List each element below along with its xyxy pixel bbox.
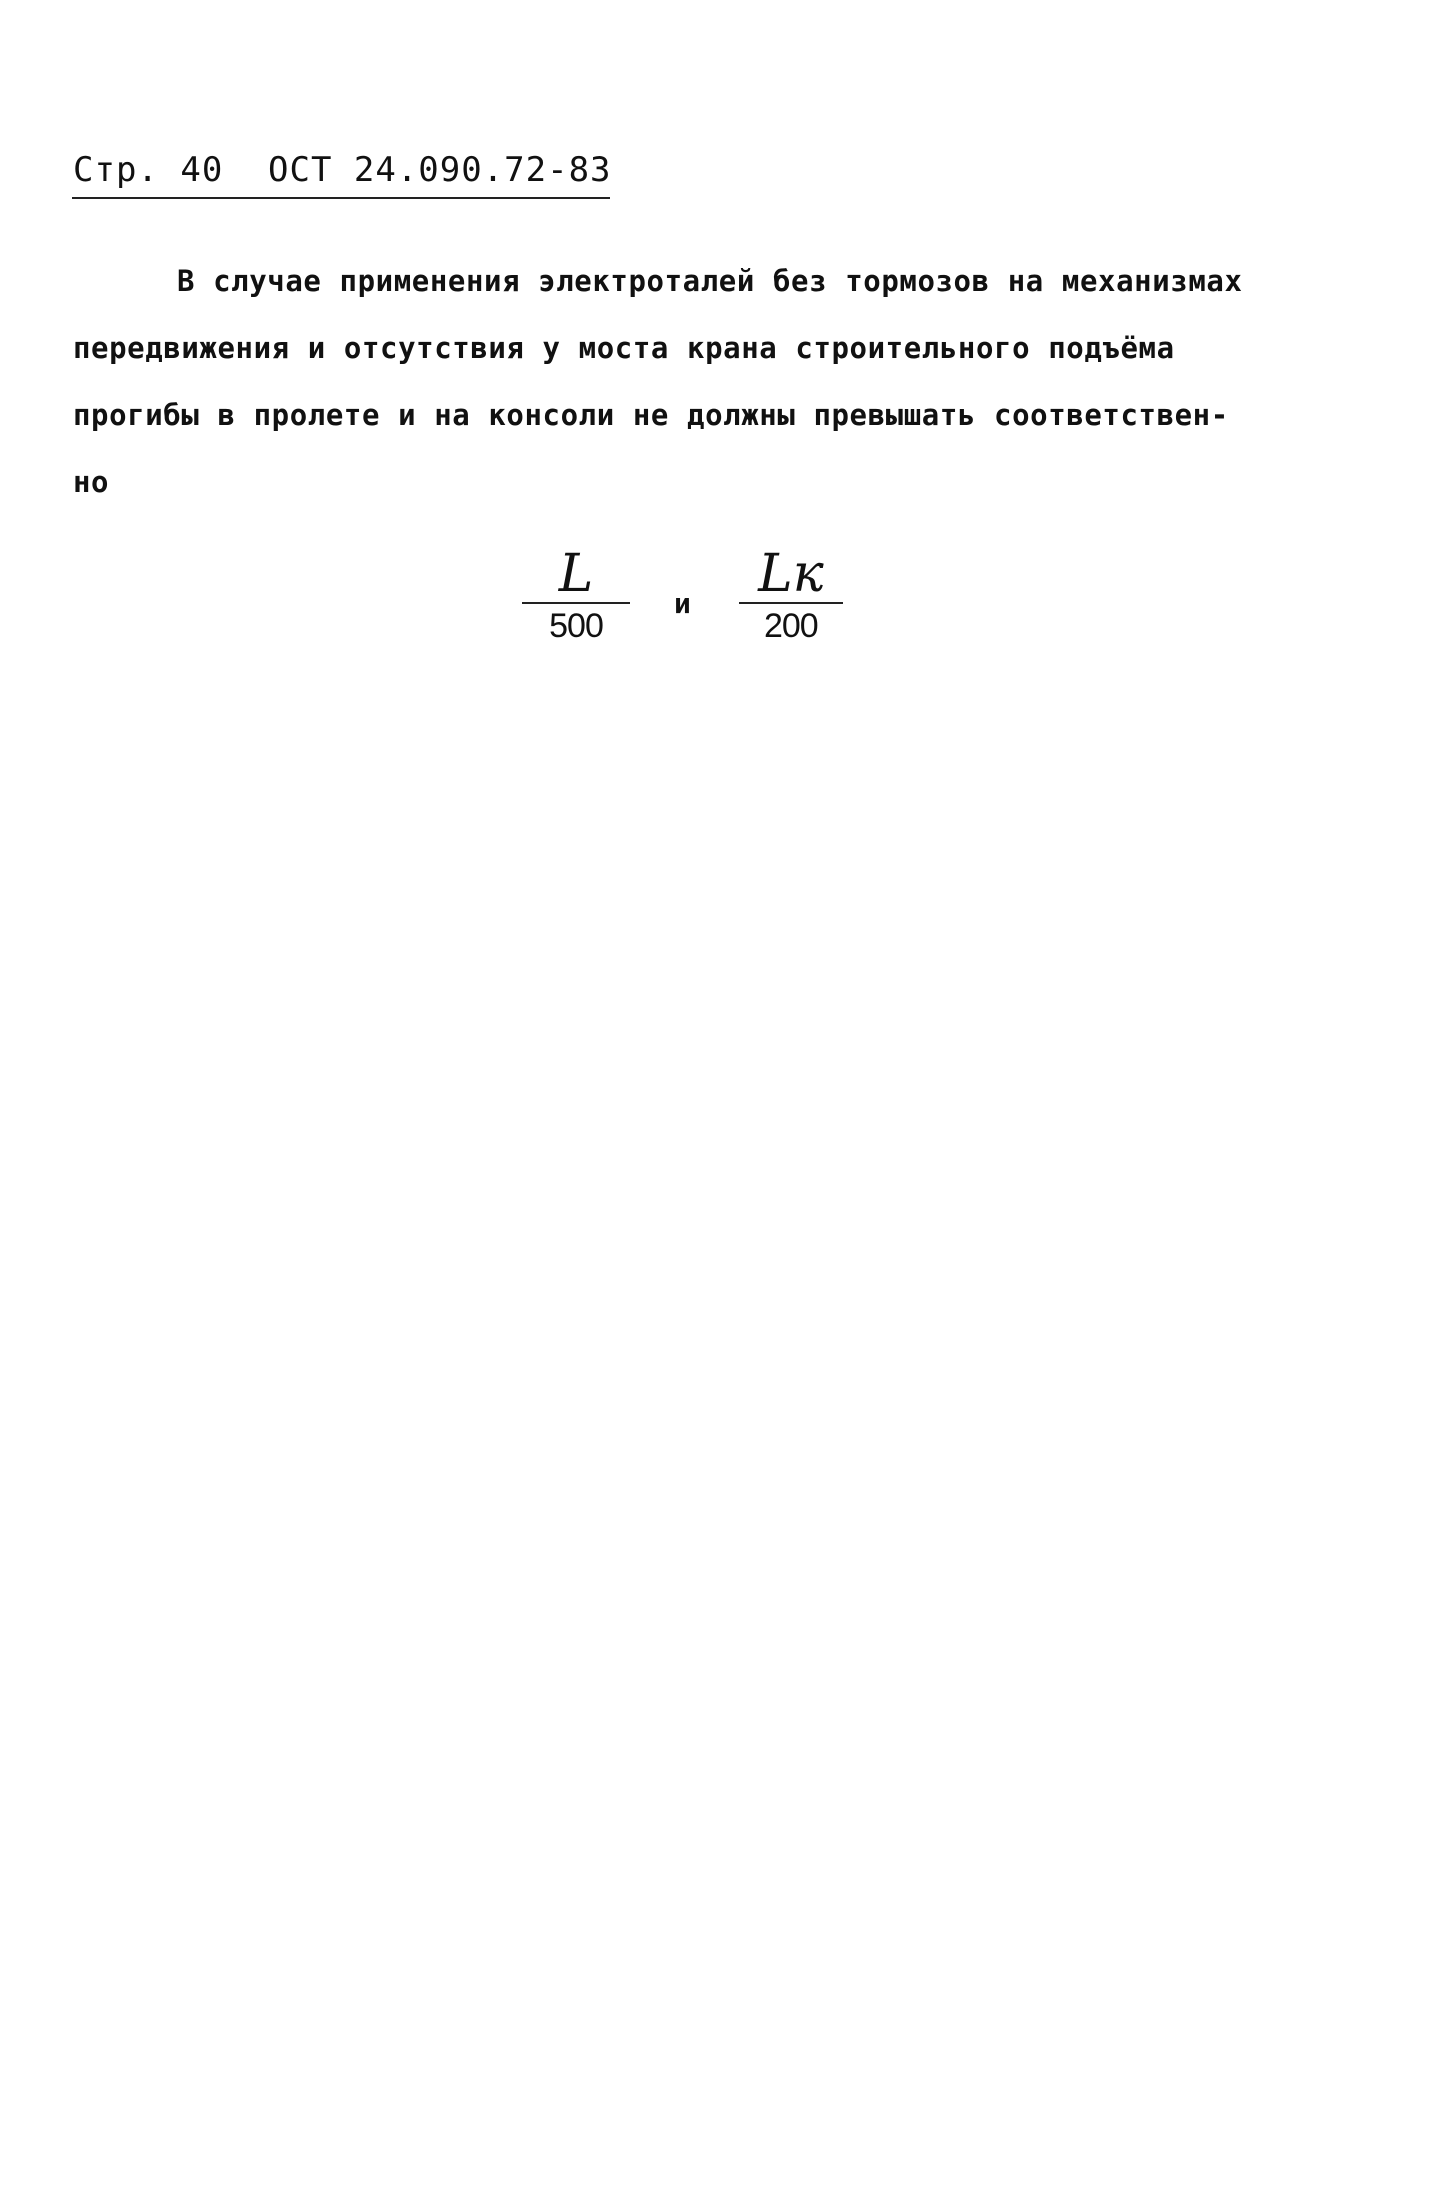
header-underline — [72, 197, 610, 199]
fraction-numerator: L — [558, 544, 594, 604]
fraction-denominator: 200 — [763, 607, 818, 645]
fraction-console — [739, 546, 843, 648]
page-header — [73, 150, 612, 190]
deflection-formula — [522, 546, 843, 648]
page-number: Стр. 40 — [73, 150, 224, 190]
fraction-span — [522, 546, 630, 648]
fraction-numerator: Lк — [758, 544, 824, 604]
paragraph-line: передвижения и отсутствия у моста крана строительного подъёма — [73, 331, 1175, 365]
body-paragraph — [73, 248, 1403, 516]
standard-code: ОСТ 24.090.72-83 — [268, 150, 612, 190]
paragraph-line: но — [73, 465, 110, 499]
formula-conjunction: и — [674, 586, 691, 620]
paragraph-line: прогибы в пролете и на консоли не должны превышать соответствен- — [73, 398, 1229, 432]
fraction-denominator: 500 — [549, 607, 603, 645]
paragraph-line: В случае применения электроталей без тормозов на механизмах — [177, 264, 1243, 298]
